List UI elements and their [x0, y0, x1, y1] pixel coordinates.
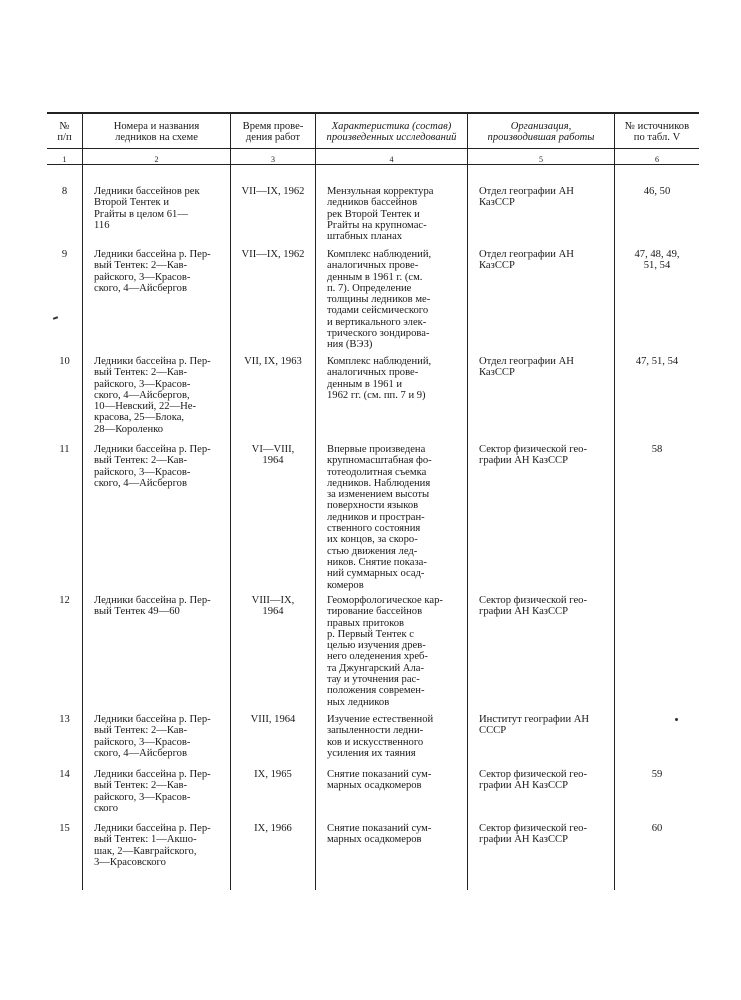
header-bottom-rule — [47, 148, 699, 149]
row-organization: Сектор физической гео- графии АН КазССР — [479, 444, 587, 467]
row-sources: 46, 50 — [643, 186, 671, 197]
row-description: Снятие показаний сум- марных осадкомеров — [327, 769, 432, 792]
row-description: Мензульная корректура ледников бассейнов рек Второй Тентек и Ргайты на крупномас- штабных планах — [327, 186, 434, 243]
row-organization: Сектор физической гео- графии АН КазССР — [479, 823, 587, 846]
header-glaciers: Номера и названия ледников на схеме — [113, 121, 200, 144]
column-divider-3 — [315, 113, 316, 890]
header-organization: Организация, производившая работы — [487, 121, 595, 144]
row-number: 10 — [59, 356, 70, 367]
row-time: VIII—IX, 1964 — [251, 595, 295, 618]
row-glaciers: Ледники бассейна р. Пер- вый Тентек: 1—Акшо- шак, 2—Кавграйского, 3—Красовского — [94, 823, 211, 868]
row-time: IX, 1966 — [254, 823, 292, 834]
row-number: 11 — [59, 444, 70, 455]
row-organization: Отдел географии АН КазССР — [479, 356, 574, 379]
row-description: Геоморфологическое кар- тирование бассейнов правых притоков р. Первый Тентек с целью изучения древ- него оледенения хреб- та Джунгарский Ала- тау и уточнения рас- положения современ- ных ледников — [327, 595, 443, 708]
row-description: Впервые произведена крупномасштабная фо- тотеодолитная съемка ледников. Наблюдения за изменением высоты поверхности языков ледников и простран- ственного состояния их концов, за скоро- стью движения лед- ников. Снятие показа- ний суммарных осад- комеров — [327, 444, 432, 591]
row-glaciers: Ледники бассейна р. Пер- вый Тентек: 2—Кав- райского, 3—Красов- ского, 4—Айсбергов, 10—Невский, 22—Не- красова, 25—Блока, 28—Короленко — [94, 356, 211, 435]
row-organization: Сектор физической гео- графии АН КазССР — [479, 595, 587, 618]
row-time: VI—VIII, 1964 — [251, 444, 295, 467]
row-organization: Отдел географии АН КазССР — [479, 249, 574, 272]
row-description: Снятие показаний сум- марных осадкомеров — [327, 823, 432, 846]
scan-speck — [53, 316, 58, 320]
row-glaciers: Ледники бассейна р. Пер- вый Тентек: 2—Кав- райского, 3—Красов- ского, 4—Айсбергов — [94, 249, 211, 294]
row-time: VIII, 1964 — [250, 714, 296, 725]
row-sources: 47, 51, 54 — [635, 356, 679, 367]
colnum-bottom-rule — [47, 164, 699, 165]
row-description: Комплекс наблюдений, аналогичных прове- денным в 1961 г. (см. п. 7). Определение толщины ледников ме- тодами сейсмического и вертикального элек- трического зондирова- ния (ВЭЗ) — [327, 249, 432, 351]
column-number: 4 — [389, 155, 394, 164]
scan-speck — [675, 718, 678, 721]
row-number: 12 — [59, 595, 70, 606]
row-number: 9 — [61, 249, 68, 260]
row-number: 8 — [61, 186, 68, 197]
column-divider-1 — [82, 113, 83, 890]
column-number: 1 — [62, 155, 67, 164]
row-organization: Сектор физической гео- графии АН КазССР — [479, 769, 587, 792]
row-glaciers: Ледники бассейнов рек Второй Тентек и Ргайты в целом 61— 116 — [94, 186, 200, 231]
row-glaciers: Ледники бассейна р. Пер- вый Тентек: 2—Кав- райского, 3—Красов- ского, 4—Айсбергов — [94, 714, 211, 759]
header-description: Характеристика (состав) произведенных исследований — [326, 121, 457, 144]
row-sources: 58 — [651, 444, 663, 455]
row-organization: Институт географии АН СССР — [479, 714, 590, 737]
table-top-rule — [47, 112, 699, 114]
row-sources: 60 — [651, 823, 663, 834]
row-number: 15 — [59, 823, 70, 834]
row-time: VII—IX, 1962 — [241, 186, 305, 197]
row-number: 14 — [59, 769, 70, 780]
row-number: 13 — [59, 714, 70, 725]
column-number: 2 — [154, 155, 159, 164]
row-description: Изучение естественной запыленности ледни- ков и искусственного усиления их таяния — [327, 714, 434, 759]
row-organization: Отдел географии АН КазССР — [479, 186, 574, 209]
header-sources: № источников по табл. V — [624, 121, 690, 144]
column-number: 6 — [655, 155, 659, 164]
row-sources: 47, 48, 49, 51, 54 — [634, 249, 680, 272]
row-time: VII, IX, 1963 — [244, 356, 302, 367]
header-time: Время прове- дения работ — [242, 121, 304, 144]
column-number: 5 — [539, 155, 543, 164]
column-divider-4 — [467, 113, 468, 890]
row-time: IX, 1965 — [254, 769, 292, 780]
row-glaciers: Ледники бассейна р. Пер- вый Тентек: 2—Кав- райского, 3—Красов- ского — [94, 769, 211, 814]
row-glaciers: Ледники бассейна р. Пер- вый Тентек: 2—Кав- райского, 3—Красов- ского, 4—Айсбергов — [94, 444, 211, 489]
row-description: Комплекс наблюдений, аналогичных прове- денным в 1961 и 1962 гг. (см. пп. 7 и 9) — [327, 356, 432, 401]
row-glaciers: Ледники бассейна р. Пер- вый Тентек 49—60 — [94, 595, 211, 618]
row-time: VII—IX, 1962 — [241, 249, 305, 260]
row-sources: 59 — [651, 769, 663, 780]
header-number: № п/п — [57, 121, 72, 144]
column-number: 3 — [271, 155, 275, 164]
